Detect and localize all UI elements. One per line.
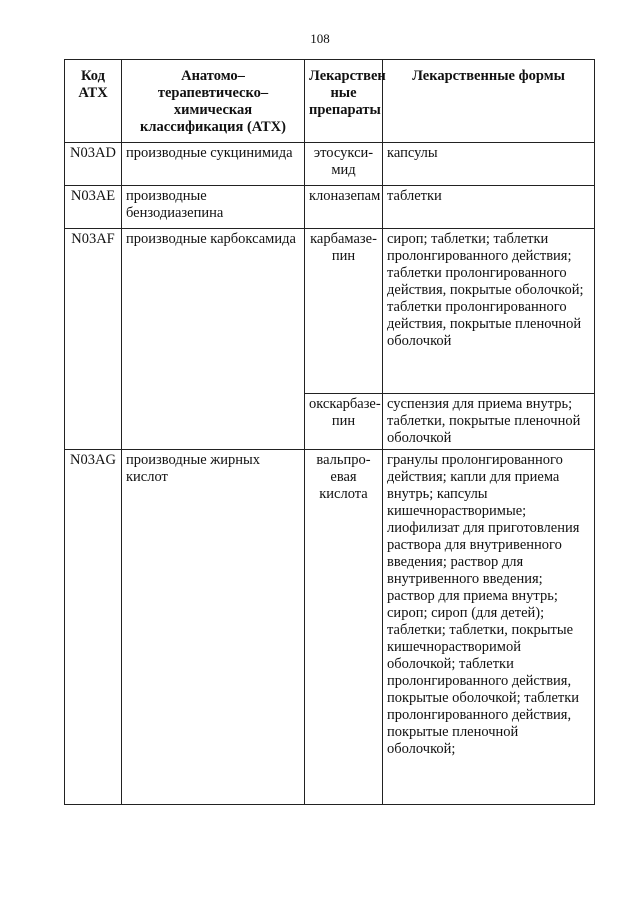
atx-classification: производные сукцинимида <box>122 143 305 186</box>
atx-code: N03AG <box>65 450 122 805</box>
drug-name: окскарбазе-пин <box>305 394 383 450</box>
table-row <box>65 229 595 394</box>
table-row <box>65 186 595 229</box>
atx-classification: производные бензодиазепина <box>122 186 305 229</box>
page-number: 108 <box>310 31 330 46</box>
drug-name: карбамазе-пин <box>305 229 383 394</box>
atx-classification: производные жирных кислот <box>122 450 305 805</box>
table-header-row <box>65 60 595 143</box>
header-code: Код АТХ <box>65 60 122 143</box>
header-drugs: Лекарствен ные препараты <box>305 60 383 143</box>
dosage-forms: гранулы пролонгированного действия; капли для приема внутрь; капсулы кишечнорастворимые; лиофилизат для приготовления раствора для внутривенного введения; раствор для внутривенного введения; раствор для приема внутрь; сироп; сироп (для детей); таблетки; таблетки, покрытые кишечнорастворимой оболочкой; таблетки пролонгированного действия, покрытые оболочкой; таблетки пролонгированного действия, покрытые пленочной оболочкой; <box>383 450 595 805</box>
dosage-forms: капсулы <box>383 143 595 186</box>
header-forms: Лекарственные формы <box>383 60 595 143</box>
header-classification: Анатомо–терапевтическо–химическая классификация (АТХ) <box>122 60 305 143</box>
drug-name: этосукси-мид <box>305 143 383 186</box>
atx-classification: производные карбоксамида <box>122 229 305 450</box>
atx-code: N03AE <box>65 186 122 229</box>
atx-code: N03AD <box>65 143 122 186</box>
drug-name: вальпро-евая кислота <box>305 450 383 805</box>
table-row <box>65 450 595 805</box>
atx-table <box>64 59 595 805</box>
dosage-forms: сироп; таблетки; таблетки пролонгированного действия; таблетки пролонгированного действия, покрытые оболочкой; таблетки пролонгированного действия, покрытые пленочной оболочкой <box>383 229 595 394</box>
dosage-forms: таблетки <box>383 186 595 229</box>
table-row <box>65 143 595 186</box>
dosage-forms: суспензия для приема внутрь; таблетки, покрытые пленочной оболочкой <box>383 394 595 450</box>
atx-code: N03AF <box>65 229 122 450</box>
drug-name: клоназепам <box>305 186 383 229</box>
